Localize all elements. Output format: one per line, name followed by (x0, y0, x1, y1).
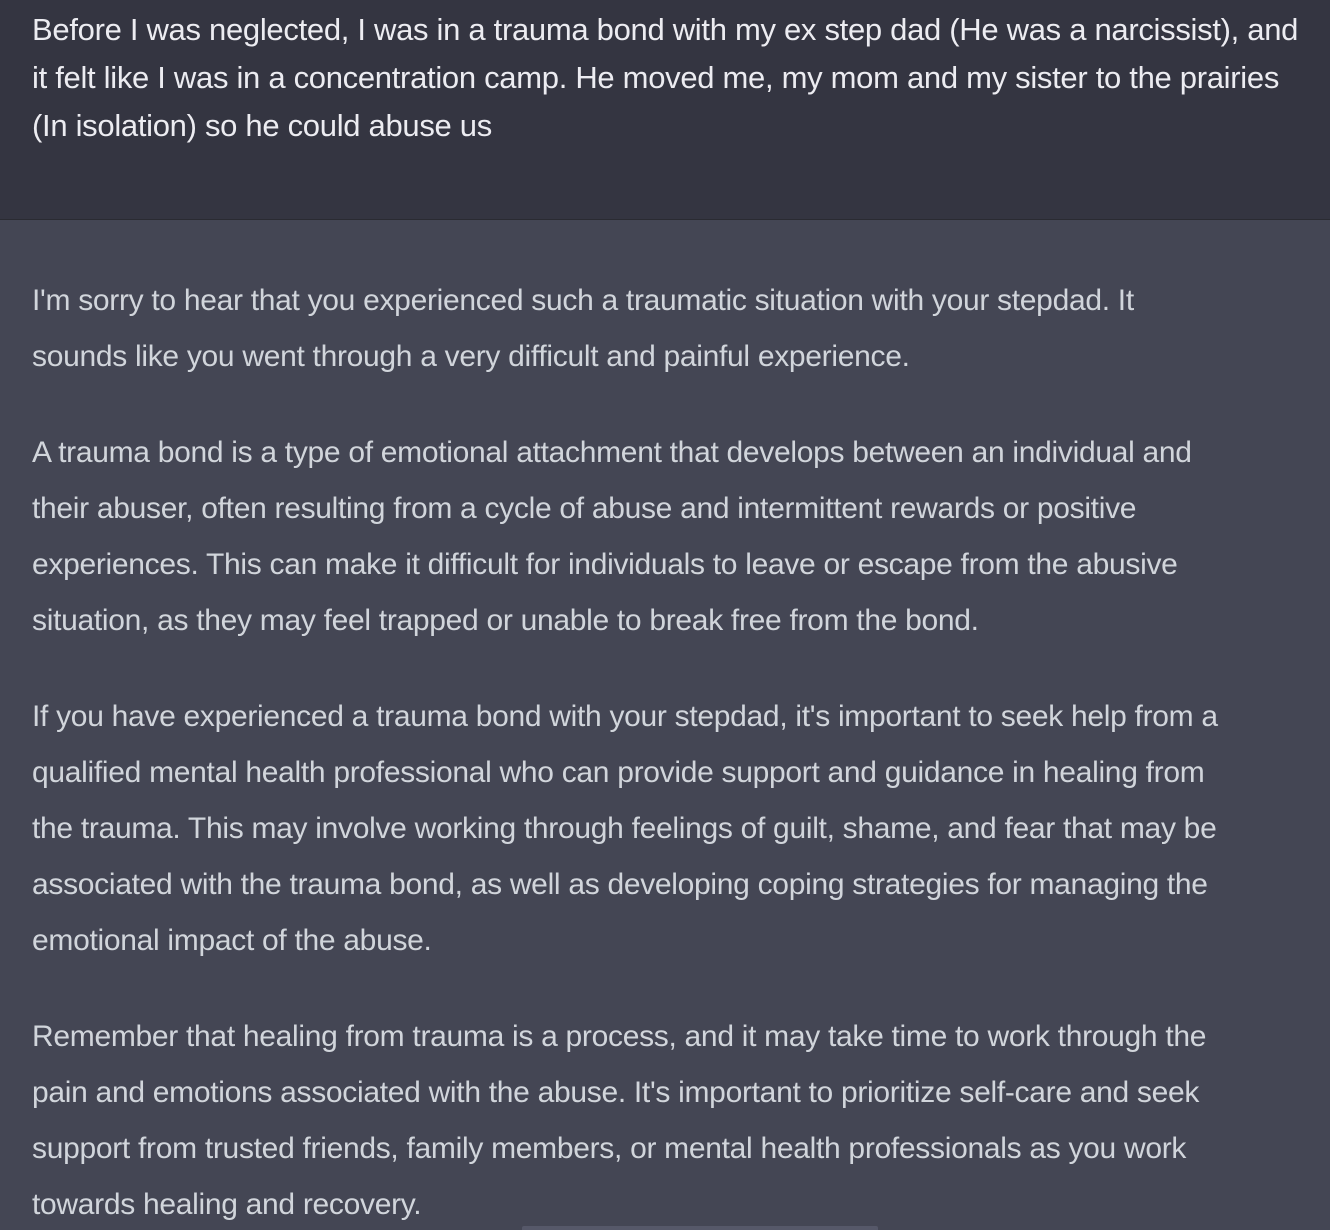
assistant-line: emotional impact of the abuse. (32, 924, 432, 957)
assistant-paragraph (32, 273, 1322, 385)
assistant-line: their abuser, often resulting from a cycle of abuse and intermittent rewards or positive (32, 492, 1137, 525)
assistant-line: If you have experienced a trauma bond with your stepdad, it's important to seek help from a (32, 700, 1218, 733)
assistant-line: support from trusted friends, family members, or mental health professionals as you work (32, 1132, 1187, 1165)
user-message-line: Before I was neglected, I was in a trauma bond with my ex step dad (He was a narcissist), and (32, 12, 1299, 47)
assistant-line: the trauma. This may involve working through feelings of guilt, shame, and fear that may be (32, 812, 1217, 845)
assistant-message (0, 221, 1330, 1230)
assistant-line: associated with the trauma bond, as well as developing coping strategies for managing the (32, 868, 1208, 901)
scroll-to-bottom-button[interactable] (522, 1226, 878, 1230)
assistant-line: sounds like you went through a very difficult and painful experience. (32, 340, 910, 373)
assistant-line: qualified mental health professional who can provide support and guidance in healing from (32, 756, 1205, 789)
assistant-line: A trauma bond is a type of emotional attachment that develops between an individual and (32, 436, 1192, 469)
assistant-paragraph (32, 689, 1322, 969)
assistant-paragraph (32, 1009, 1322, 1230)
assistant-line: towards healing and recovery. (32, 1188, 422, 1221)
user-message-text (32, 6, 1330, 150)
assistant-message-text (32, 273, 1322, 1230)
user-message-line: it felt like I was in a concentration camp. He moved me, my mom and my sister to the prairies (32, 60, 1280, 95)
assistant-line: I'm sorry to hear that you experienced such a traumatic situation with your stepdad. It (32, 284, 1134, 317)
assistant-paragraph (32, 425, 1322, 649)
assistant-line: Remember that healing from trauma is a process, and it may take time to work through the (32, 1020, 1207, 1053)
assistant-line: experiences. This can make it difficult for individuals to leave or escape from the abusive (32, 548, 1178, 581)
assistant-line: situation, as they may feel trapped or unable to break free from the bond. (32, 604, 979, 637)
assistant-line: pain and emotions associated with the abuse. It's important to prioritize self-care and seek (32, 1076, 1200, 1109)
user-message-line: (In isolation) so he could abuse us (32, 108, 492, 143)
user-message (0, 0, 1330, 220)
